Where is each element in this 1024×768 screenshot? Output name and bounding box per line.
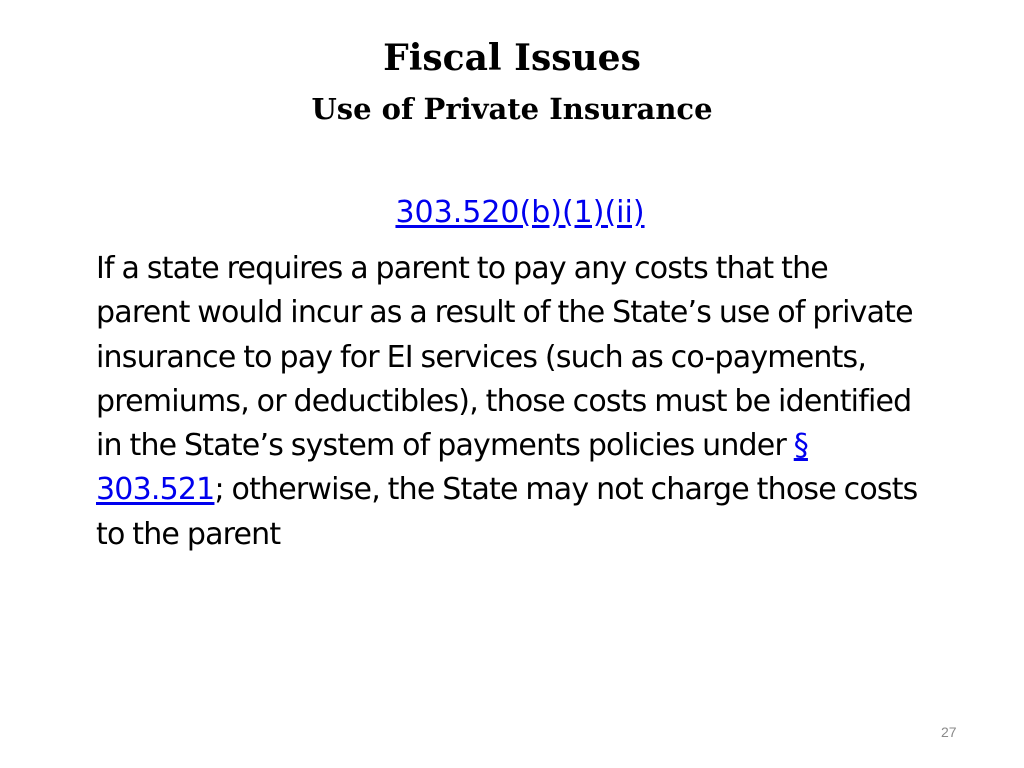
citation-line: [0, 192, 1024, 234]
body-text-after-link: ; otherwise, the State may not charge those costs to the parent: [96, 472, 918, 552]
body-paragraph: [96, 247, 926, 557]
page-number: 27: [941, 724, 957, 740]
citation-link[interactable]: 303.520(b)(1)(ii): [395, 195, 645, 230]
body-text-before-link: If a state requires a parent to pay any costs that the parent would incur as a result of the State’s use of private insurance to pay for EI services (such as co-payments, premiums, or deductibles), those costs must be identified in the State’s system of payments policies under: [96, 251, 913, 464]
section-link[interactable]: § 303.521: [96, 428, 808, 508]
slide-subtitle: Use of Private Insurance: [311, 92, 713, 126]
slide-title: Fiscal Issues: [383, 37, 641, 79]
